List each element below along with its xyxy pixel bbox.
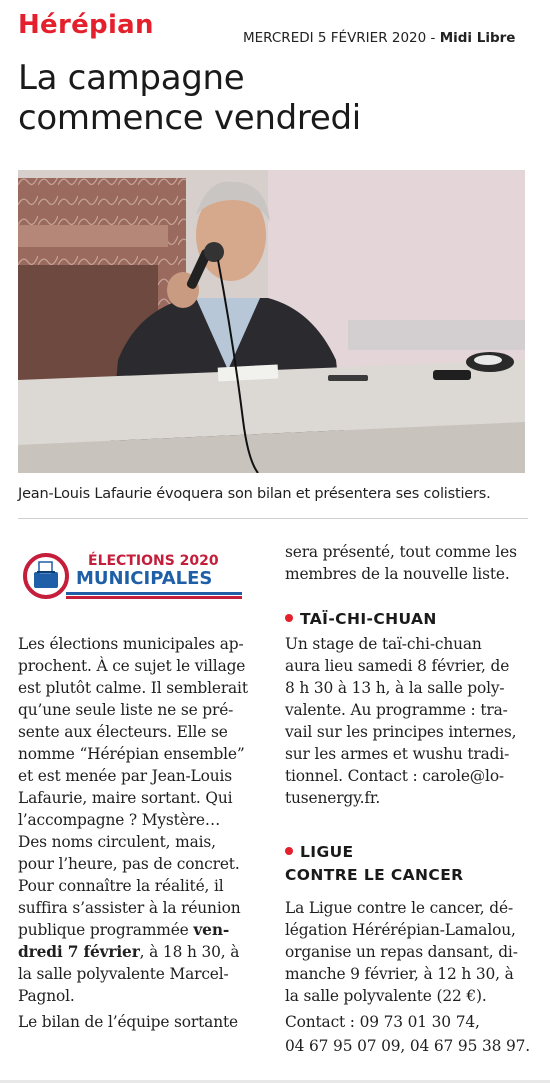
paragraph-line: est plutôt calme. Il semblerait bbox=[18, 679, 248, 697]
section-heading-ligue: LIGUE bbox=[285, 843, 354, 861]
paragraph-line: suffira s’assister à la réunion bbox=[18, 899, 241, 917]
paragraph-line: et est menée par Jean-Louis bbox=[18, 767, 233, 785]
logo-title: ÉLECTIONS 2020 bbox=[88, 553, 219, 569]
newspaper-name: Midi Libre bbox=[439, 30, 516, 46]
text-run-bold: ven- bbox=[193, 921, 230, 939]
publication-date: MERCREDI 5 FÉVRIER 2020 - bbox=[243, 30, 436, 46]
paragraph-line: vail sur les principes internes, bbox=[285, 723, 517, 741]
paragraph-line: l’accompagne ? Mystère… bbox=[18, 811, 221, 829]
article-headline bbox=[18, 58, 528, 138]
paragraph-line: membres de la nouvelle liste. bbox=[285, 565, 510, 583]
paragraph-line: Le bilan de l’équipe sortante bbox=[18, 1013, 238, 1031]
paragraph-line: La Ligue contre le cancer, dé- bbox=[285, 899, 514, 917]
paragraph-line: organise un repas dansant, di- bbox=[285, 943, 518, 961]
paragraph-line: manche 9 février, à 12 h 30, à bbox=[285, 965, 514, 983]
paragraph-line: aura lieu samedi 8 février, de bbox=[285, 657, 510, 675]
paragraph-line: Des noms circulent, mais, bbox=[18, 833, 216, 851]
paragraph-line: prochent. À ce sujet le village bbox=[18, 657, 246, 675]
paragraph-line: sur les armes et wushu tradi- bbox=[285, 745, 510, 763]
paragraph-line: qu’une seule liste ne se pré- bbox=[18, 701, 234, 719]
headline-line-2: commence vendredi bbox=[18, 98, 361, 138]
paragraph-line: Pour connaître la réalité, il bbox=[18, 877, 224, 895]
photo-illustration bbox=[18, 170, 525, 473]
paragraph-line: sente aux électeurs. Elle se bbox=[18, 723, 228, 741]
headline-line-1: La campagne bbox=[18, 58, 245, 98]
divider bbox=[18, 518, 528, 519]
paragraph-line: Les élections municipales ap- bbox=[18, 635, 244, 653]
paragraph-line: la salle polyvalente Marcel- bbox=[18, 965, 229, 983]
paragraph-line: Un stage de taï-chi-chuan bbox=[285, 635, 482, 653]
bullet-dot-icon bbox=[285, 614, 293, 622]
paragraph-line: 8 h 30 à 13 h, à la salle poly- bbox=[285, 679, 505, 697]
paragraph-line bbox=[18, 920, 229, 940]
dateline bbox=[243, 30, 515, 46]
text-run: publique programmée bbox=[18, 921, 194, 939]
paragraph-line: 04 67 95 07 09, 04 67 95 38 97. bbox=[285, 1037, 531, 1055]
text-run: , à 18 h 30, à bbox=[139, 943, 240, 961]
section-heading-ligue-2: CONTRE LE CANCER bbox=[285, 866, 464, 884]
paragraph-line: pour l’heure, pas de concret. bbox=[18, 855, 240, 873]
paragraph-line: valente. Au programme : tra- bbox=[285, 701, 508, 719]
paragraph-line: Pagnol. bbox=[18, 987, 75, 1005]
paragraph-line: la salle polyvalente (22 €). bbox=[285, 987, 487, 1005]
photo-caption: Jean-Louis Lafaurie évoquera son bilan et présentera ses colistiers. bbox=[18, 486, 491, 502]
bullet-dot-icon bbox=[285, 847, 293, 855]
logo-subtitle: MUNICIPALES bbox=[76, 568, 213, 589]
paragraph-line: légation Hérérépian-Lamalou, bbox=[285, 921, 516, 939]
paragraph-line: Contact : 09 73 01 30 74, bbox=[285, 1013, 480, 1031]
locality-title: Hérépian bbox=[18, 10, 154, 40]
paragraph-line: Lafaurie, maire sortant. Qui bbox=[18, 789, 233, 807]
article-photo bbox=[18, 170, 525, 473]
paragraph-line: tusenergy.fr. bbox=[285, 789, 381, 807]
paragraph-line: tionnel. Contact : carole@lo- bbox=[285, 767, 504, 785]
paragraph-line bbox=[18, 942, 239, 962]
text-run-bold: dredi 7 février bbox=[18, 943, 140, 961]
paragraph-line: sera présenté, tout comme les bbox=[285, 543, 517, 561]
section-heading-taichi: TAÏ-CHI-CHUAN bbox=[285, 610, 437, 628]
paragraph-line: nomme “Hérépian ensemble” bbox=[18, 745, 245, 763]
